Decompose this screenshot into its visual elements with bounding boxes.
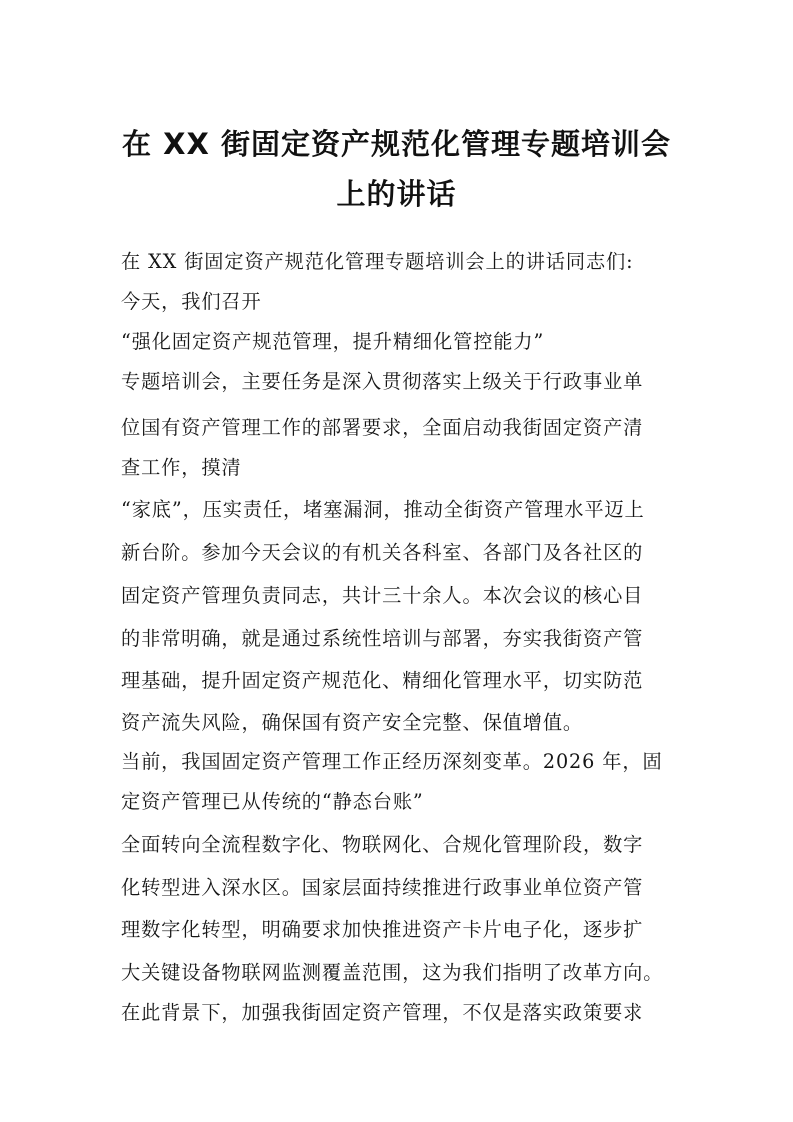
body-line: “家底”，压实责任，堵塞漏洞，推动全街资产管理水平迈上 [121,498,645,521]
body-line: 化转型进入深水区。国家层面持续推进行政事业单位资产管 [121,876,644,899]
body-line: 大关键设备物联网监测覆盖范围，这为我们指明了改革方向。 [121,961,664,984]
body-line: 在此背景下，加强我街固定资产管理，不仅是落实政策要求 [121,1001,644,1024]
document-title-line-2: 上的讲话 [336,177,457,211]
body-line: 固定资产管理负责同志，共计三十余人。本次会议的核心目 [121,584,644,607]
body-line: 资产流失风险，确保国有资产安全完整、保值增值。 [121,711,584,734]
body-line: 在 XX 街固定资产规范化管理专题培训会上的讲话同志们: [121,250,634,273]
body-line: 全面转向全流程数字化、物联网化、合规化管理阶段，数字 [121,833,644,856]
body-line: 理基础，提升固定资产规范化、精细化管理水平，切实防范 [121,669,644,692]
document-title-line-1: 在 XX 街固定资产规范化管理专题培训会 [122,127,671,161]
body-line: 专题培训会，主要任务是深入贯彻落实上级关于行政事业单 [121,370,644,393]
body-line: 的非常明确，就是通过系统性培训与部署，夯实我街资产管 [121,627,644,650]
body-line: 定资产管理已从传统的“静态台账” [121,790,424,813]
body-line: “强化固定资产规范管理，提升精细化管控能力” [121,330,545,353]
body-line: 新台阶。参加今天会议的有机关各科室、各部门及各社区的 [121,541,644,564]
body-line: 今天，我们召开 [121,290,262,313]
body-line: 理数字化转型，明确要求加快推进资产卡片电子化，逐步扩 [121,918,644,941]
body-line: 当前，我国固定资产管理工作正经历深刻变革。2026 年，固 [121,750,663,773]
body-line: 查工作，摸清 [121,456,242,479]
body-line: 位国有资产管理工作的部署要求，全面启动我街固定资产清 [121,416,644,439]
